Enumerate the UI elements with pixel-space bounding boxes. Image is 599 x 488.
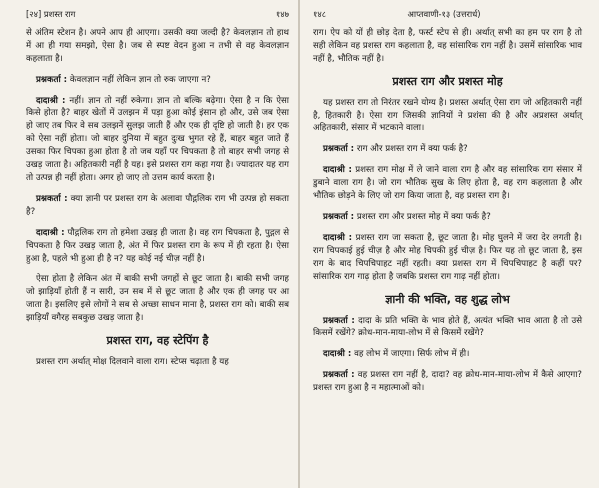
dialogue-paragraph	[26, 95, 289, 185]
right-page-body	[313, 27, 582, 395]
speaker-label: प्रश्नकर्ता :	[36, 74, 68, 85]
paragraph-text: केवलज्ञान नहीं लेकिन ज्ञान तो रुक जाएगा न?	[69, 74, 211, 85]
speaker-label: दादाश्री :	[36, 95, 66, 106]
right-page	[299, 0, 598, 488]
left-page-header	[26, 8, 289, 21]
dialogue-paragraph	[313, 164, 582, 203]
body-paragraph	[313, 97, 582, 136]
dialogue-paragraph	[313, 315, 582, 341]
right-page-number: १४८	[313, 9, 327, 19]
paragraph-text: नहीं। ज्ञान तो नहीं रुकेगा। ज्ञान तो बल्कि बढ़ेगा। ऐसा है न कि ऐसा किसे होता है? बाहर खेतों में उलझन में पड़ा हुआ कोई इंसान हो और, उसे जब ऐसा हो जाए तब फिर वे सब उलझनें सुलझ जाती हैं और एक ही दृष्टि हो जाती है। हर एक को ऐसा नहीं होता। जो बाहर दुनिया में बहुत दुःख भुगत रहे हैं, बाहर बहुत जाते हैं उसका फिर चिपका हुआ होता है तो जब यहाँ पर चिपकता है तो बाहर सभी जगह से उखड़ जाता है। अहितकारी नहीं है यह। इसे प्रशस्त राग कहा गया है। ज्यादातर यह राग तो उत्पन्न ही नहीं होता। अगर हो जाए तो उत्तम कार्य करता है।	[26, 95, 289, 183]
paragraph-text: वह लोभ में जाएगा। सिर्फ लोभ में ही।	[354, 349, 470, 360]
paragraph-text: प्रशस्त राग जा सकता है, छूट जाता है। मोह घुलने में जरा देर लगती है। राग चिपकाई हुई चीज़ है और मोह चिपकी हुई चीज़ है। फिर यह तो छूट जाता है, इस राग के बाद चिपचिपाहट नहीं रहती। क्या प्रशस्त राग में चिपचिपाहट है कहीं पर? सांसारिक राग गाढ़ होता है जबकि प्रशस्त राग गाढ़ नहीं होता।	[313, 232, 582, 282]
paragraph-text: क्या ज्ञानी पर प्रशस्त राग के अलावा पौद्गलिक राग भी उत्पन्न हो सकता है?	[26, 193, 290, 217]
paragraph-text: वह प्रशस्त राग नहीं है, दादा? वह क्रोध-मान-माया-लोभ में कैसे आएगा? प्रशस्त राग हुआ है न महात्माओं को।	[313, 370, 582, 394]
dialogue-paragraph	[26, 74, 289, 87]
right-running-title: आप्तवाणी-१३ (उत्तरार्ध)	[407, 9, 481, 19]
speaker-label: दादाश्री :	[323, 232, 353, 243]
speaker-label: दादाश्री :	[323, 349, 352, 360]
speaker-label: दादाश्री :	[323, 165, 352, 176]
paragraph-text: प्रशस्त राग मोक्ष में ले जाने वाला राग है और वह सांसारिक राग संसार में डुबाने वाला राग है। जो राग भौतिक सुख के लिए होता है, वह राग कहलाता है और भौतिक छोड़ने के लिए जो राग किया जाता है, वह प्रशस्त राग है।	[313, 165, 583, 202]
speaker-label: प्रश्नकर्ता :	[323, 211, 355, 222]
dialogue-paragraph	[313, 232, 582, 284]
section-heading: ज्ञानी की भक्ति, वह शुद्ध लोभ	[385, 292, 510, 306]
section-heading: प्रशस्त राग, वह स्टेपिंग है	[106, 334, 209, 348]
paragraph-text: पौद्गलिक राग तो हमेशा उखड़ ही जाता है। वह राग चिपकता है, पुद्गल से चिपकता है फिर उखड़ जाता है, अंत में फिर प्रशस्त राग के रूप में ही रहता है। ऐसा हुआ है, पहले भी हुआ ही है न? यह कोई नई चीज़ नहीं है।	[26, 227, 290, 264]
body-paragraph	[313, 27, 582, 66]
paragraph-text: राग और प्रशस्त राग में क्या फर्क है?	[356, 144, 468, 155]
paragraph-text: ऐसा होता है लेकिन अंत में बाकी सभी जगहों से छूट जाता है। बाकी सभी जगह जो झाड़ियाँ होती हैं न सारी, उन सब में से छूट जाता है और एक ही जगह पर आ जाता है। इसलिए इसे लोगों ने सब से अच्छा साधन माना है, प्रशस्त राग को। बाकी सब झाड़ियाँ वगैरह सबकुछ उखड़ जाता है।	[26, 274, 289, 324]
paragraph-text: प्रशस्त राग और प्रशस्त मोह में क्या फर्क है?	[356, 211, 491, 222]
left-page	[0, 0, 299, 488]
paragraph-text: दादा के प्रति भक्ति के भाव होते हैं, अत्यंत भक्ति भाव आता है तो उसे किसमें रखेंगे? क्रोध-मान-माया-लोभ में से किसमें रखेंगे?	[313, 315, 582, 339]
dialogue-paragraph	[26, 227, 289, 266]
speaker-label: प्रश्नकर्ता :	[323, 370, 355, 381]
dialogue-paragraph	[313, 211, 582, 224]
speaker-label: दादाश्री :	[36, 227, 65, 238]
paragraph-text: यह प्रशस्त राग तो निरंतर रखने योग्य है। प्रशस्त अर्थात् ऐसा राग जो अहितकारी नहीं है, हितकारी है। ऐसा राग जिसकी ज्ञानियों ने प्रशंसा की है और अप्रशस्त अर्थात् अहितकारी, संसार में भटकाने वाला।	[313, 97, 582, 134]
dialogue-paragraph	[313, 348, 582, 361]
dialogue-paragraph	[313, 143, 582, 156]
right-page-header	[313, 8, 582, 21]
section-heading: प्रशस्त राग और प्रशस्त मोह	[392, 74, 503, 88]
left-page-body	[26, 27, 289, 369]
dialogue-paragraph	[26, 193, 289, 219]
body-paragraph	[26, 356, 289, 369]
paragraph-text: राग। ऐप को यों ही छोड़ देता है, फर्स्ट स्टेप से ही। अर्थात् सभी का हम पर राग है तो सही लेकिन वह प्रशस्त राग कहलाता है, वह सांसारिक राग नहीं है। उसमें सांसारिक भाव नहीं है, भौतिक नहीं है।	[313, 27, 582, 64]
left-running-title: [२४] प्रशस्त राग	[26, 9, 76, 19]
speaker-label: प्रश्नकर्ता :	[323, 144, 355, 155]
paragraph-text: से अंतिम स्टेशन है। अपने आप ही आएगा। उसकी क्या जल्दी है? केवलज्ञान तो हाथ में आ ही गया समझो, ऐसा है। जब से स्पष्ट वेदन हुआ न तभी से वह केवलज्ञान कहलाता है।	[26, 27, 289, 64]
dialogue-paragraph	[313, 369, 582, 395]
paragraph-text: प्रशस्त राग अर्थात् मोक्ष दिलवाने वाला राग। स्टेप्स चढ़ाता है यह	[36, 357, 229, 368]
speaker-label: प्रश्नकर्ता :	[36, 193, 68, 204]
body-paragraph	[26, 273, 289, 325]
body-paragraph	[26, 27, 289, 66]
speaker-label: प्रश्नकर्ता :	[323, 315, 355, 326]
left-page-number: १४७	[275, 9, 289, 19]
